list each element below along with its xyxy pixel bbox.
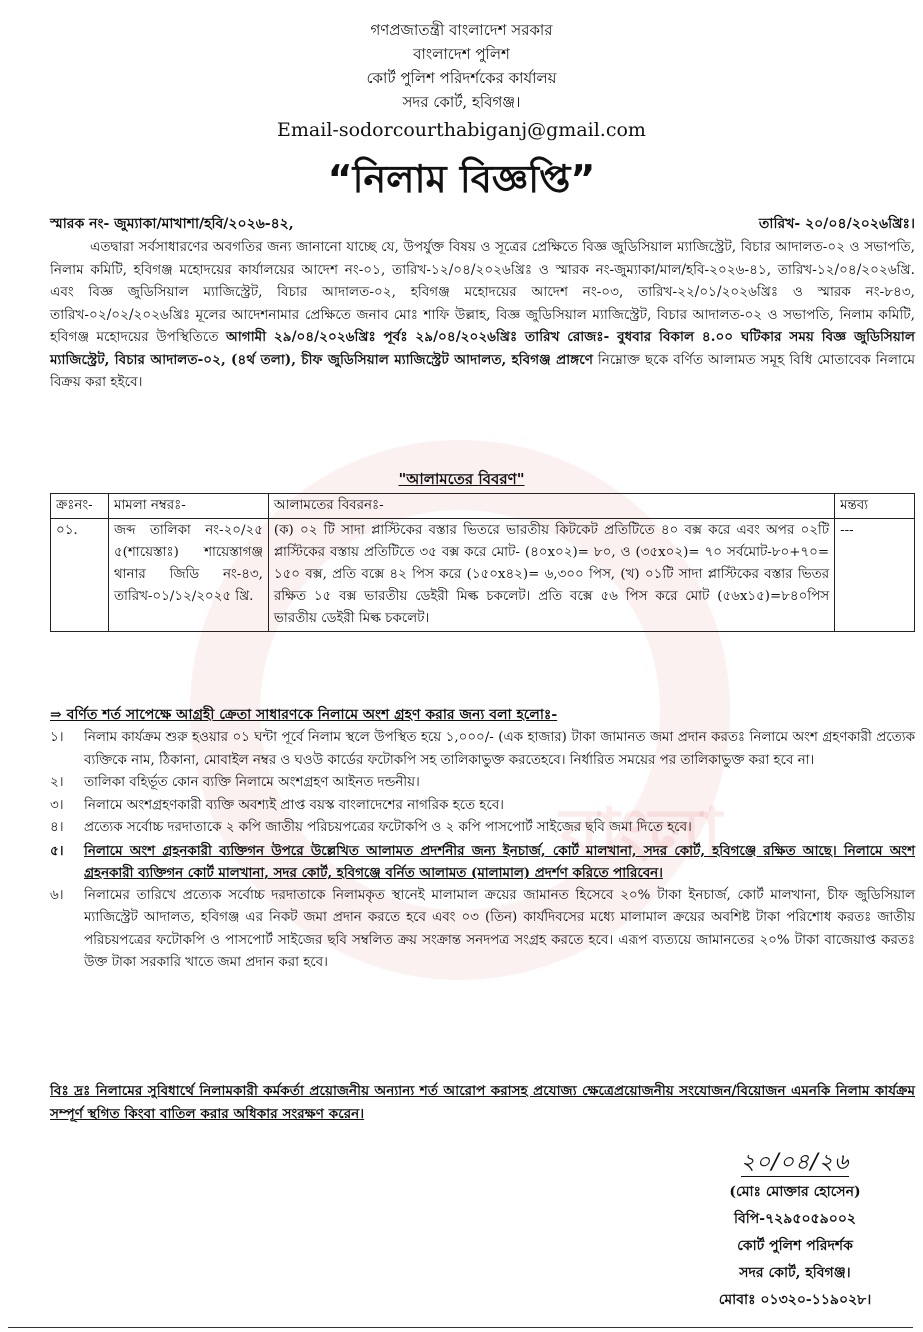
list-item bbox=[50, 727, 915, 772]
notice-date: তারিখ- ২০/০৪/২০২৬খ্রিঃ। bbox=[758, 216, 915, 232]
signer-bp: বিপি-৭২৯৫০৫৯০০২ bbox=[733, 1211, 857, 1227]
term-text: নিলামে অংশগ্রহণকারী ব্যক্তি অবশ্যই প্রাপ্ত বয়স্ক বাংলাদেশের নাগরিক হতে হবে। bbox=[84, 797, 504, 813]
list-item bbox=[50, 772, 915, 795]
signer-mobile: মোবাঃ ০১৩২০-১১৯০২৮। bbox=[718, 1292, 872, 1308]
cell-description: (ক) ০২ টি সাদা প্লাস্টিকের বস্তার ভিতরে ভারতীয় কিটকেট প্রতিটিতে ৪০ বক্স করে এবং অপর ০২টি প্লাস্টিকের বস্তায় প্রতিটিতে ৩৫ বক্স করে মোট- (৪০x০২)= ৮০, ও (৩৫x০২)= ৭০ সর্বমোট-৮০+৭০= ১৫০ বক্স, প্রতি বক্সে ৪২ পিস করে (১৫০x৪২)= ৬,৩০০ পিস, (খ) ০১টি সাদা প্লাস্টিকের বস্তার ভিতর রক্ষিত ১৫ বক্স ভারতীয় ডেইরী মিল্ক চকলেট। প্রতি বক্সে ৫৬ পিস করে মোট (৫৬x১৫)=৮৪০পিস ভারতীয় ডেইরী মিল্ক চকলেট। bbox=[268, 519, 834, 632]
signer-office: সদর কোর্ট, হবিগঞ্জ। bbox=[739, 1265, 851, 1281]
term-number: ৩। bbox=[50, 797, 64, 813]
notice-body bbox=[50, 236, 915, 394]
signer-name: (মোঃ মোক্তার হোসেন) bbox=[729, 1184, 861, 1200]
handwritten-signature: ২০/০৪/২৬ bbox=[740, 1150, 850, 1175]
table-header-case: মামলা নম্বরঃ- bbox=[108, 494, 268, 519]
items-table bbox=[50, 493, 915, 632]
list-item bbox=[50, 885, 915, 975]
header-office: কোর্ট পুলিশ পরিদর্শকের কার্যালয় bbox=[366, 69, 557, 87]
term-number: ৫। bbox=[50, 842, 64, 859]
term-text: প্রত্যেক সর্বোচ্চ দরদাতাকে ২ কপি জাতীয় পরিচয়পত্রের ফটোকপি ও ২ কপি পাসপোর্ট সাইজের ছবি জমা দিতে হবে। bbox=[84, 820, 692, 835]
page-bottom-border bbox=[8, 1325, 913, 1328]
body-auction-schedule: আগামী ২৯/০৪/২০২৬খ্রিঃ পূর্বঃ ২৯/০৪/২০২৬খ্রিঃ তারিখ রোজঃ- বুধবার বিকাল ৪.০০ ঘটিকার সময় বিজ্ঞ জুডিসিয়াল ম্যাজিস্ট্রেট, বিচার আদালত-০২, (৪র্থ তলা), চীফ জুডিসিয়াল ম্যাজিস্ট্রেট আদালত, হবিগঞ্জ প্রাঙ্গণে bbox=[50, 329, 915, 368]
list-item bbox=[50, 817, 915, 840]
body-part-1: এতদ্বারা সর্বসাধারণের অবগতির জন্য জানানো যাচ্ছে যে, উপর্যুক্ত বিষয় ও সূত্রের প্রেক্ষিতে বিজ্ঞ জুডিসিয়াল ম্যাজিস্ট্রেট, বিচার আদালত-০২ ও সভাপতি, নিলাম কমিটি, হবিগঞ্জ মহোদয়ের কার্যালয়ের আদেশ নং-০১, তারিখ-১২/০৪/২০২৬খ্রিঃ ও স্মারক নং-জুম্যাকা/মাল/হবি-২০২৬-৪১, তারিখ-১২/০৪/২০২৬খ্রি. এবং বিজ্ঞ জুডিসিয়াল ম্যাজিস্ট্রেট, বিচার আদালত-০২, হবিগঞ্জ মহোদয়ের আদেশ নং-০৩, তারিখ-২২/০১/২০২৬খ্রিঃ ও স্মারক নং-৮৪৩, তারিখ-০২/০২/২০২৬খ্রিঃ মূলের আদেশনামার প্রেক্ষিতে জনাব মোঃ শাফি উল্লাহ, বিজ্ঞ জুডিসিয়াল ম্যাজিস্ট্রেট, বিচার আদালত-০২ ও সভাপতি, নিলাম কমিটি, হবিগঞ্জ মহোদয়ের উপস্থিতিতে bbox=[50, 239, 915, 345]
body-part-3: নিম্নোক্ত ছকে বর্ণিত আলামত সমূহ বিধি মোতাবেক নিলামে বিক্রয় করা হইবে। bbox=[50, 351, 915, 390]
term-number: ২। bbox=[50, 775, 64, 790]
term-text: তালিকা বহির্ভূত কোন ব্যক্তি নিলামে অংশগ্রহণ আইনত দন্ডনীয়। bbox=[84, 775, 420, 790]
special-note: বিঃ দ্রঃ নিলামের সুবিধার্থে নিলামকারী কর্মকর্তা প্রয়োজনীয় অন্যান্য শর্ত আরোপ করাসহ প্রযোজ্য ক্ষেত্রেপ্রয়োজনীয় সংযোজন/বিয়োজন এমনকি নিলাম কার্যক্রম সম্পূর্ণ স্থগিত কিংবা বাতিল করার অধিকার সংরক্ষণ করেন। bbox=[50, 1083, 915, 1122]
terms-list bbox=[50, 727, 915, 975]
table-row bbox=[51, 519, 915, 632]
terms-heading: ⇒ বর্ণিত শর্ত সাপেক্ষে আগ্রহী ক্রেতা সাধারণকে নিলামে অংশ গ্রহণ করার জন্য বলা হলোঃ- bbox=[50, 707, 558, 723]
signature-block bbox=[680, 1150, 910, 1314]
term-number: ১। bbox=[50, 730, 64, 745]
header-location: সদর কোর্ট, হবিগঞ্জ। bbox=[402, 93, 521, 111]
header-government: গণপ্রজাতন্ত্রী বাংলাদেশ সরকার bbox=[370, 21, 553, 39]
table-header-serial: ক্রঃনং- bbox=[51, 494, 109, 519]
header-email: Email-sodorcourthabiganj@gmail.com bbox=[277, 119, 646, 141]
list-item bbox=[50, 795, 915, 818]
header-police: বাংলাদেশ পুলিশ bbox=[413, 45, 510, 63]
cell-case: জব্দ তালিকা নং-২০/২৫ ৫(শায়েস্তাঃ) শায়েস্তাগঞ্জ থানার জিডি নং-৪৩, তারিখ-০১/১২/২০২৫ খ্রি. bbox=[108, 519, 268, 632]
page-title: “নিলাম বিজ্ঞপ্তি” bbox=[327, 157, 596, 201]
table-header-description: আলামতের বিবরনঃ- bbox=[268, 494, 834, 519]
letterhead bbox=[0, 18, 923, 144]
list-item bbox=[50, 840, 915, 885]
term-text: নিলামের তারিখে প্রত্যেক সর্বোচ্চ দরদাতাকে নিলামকৃত স্থানেই মালামাল ক্রয়ের জামানত হিসেবে ২০% টাকা ইনচার্জ, কোর্ট মালখানা, চীফ জুডিসিয়াল ম্যাজিস্ট্রেট আদালত, হবিগঞ্জ এর নিকট জমা প্রদান করতে হবে এবং ০৩ (তিন) কার্যদিবসের মধ্যে মালামাল ক্রয়ের অবশিষ্ট টাকা পরিশোধ করতঃ জাতীয় পরিচয়পত্রের ফটোকপি ও পাসপোর্ট সাইজের ছবি সম্বলিত ক্রয় সংক্রান্ত সনদপত্র সংগ্রহ করতে হবে। এরূপ ব্যত্যয়ে জামানতের ২০% টাকা বাজেয়াপ্ত করতঃ উক্ত টাকা সরকারি খাতে জমা প্রদান করা হবে। bbox=[84, 887, 915, 970]
section-title: "আলামতের বিবরণ" bbox=[398, 470, 525, 488]
reference-line bbox=[50, 212, 915, 236]
cell-serial: ০১. bbox=[51, 519, 109, 632]
table-header-row bbox=[51, 494, 915, 519]
watermark-text: বাংলা bbox=[560, 793, 722, 875]
term-number: ৬। bbox=[50, 887, 64, 903]
table-header-remark: মন্তব্য bbox=[835, 494, 915, 519]
term-text: নিলাম কার্যক্রম শুরু হওয়ার ০১ ঘন্টা পূর্বে নিলাম স্থলে উপস্থিত হয়ে ১,০০০/- (এক হাজার) টাকা জামানত জমা প্রদান করতঃ নিলামে অংশ গ্রহণকারী প্রত্যেক ব্যক্তিকে নাম, ঠিকানা, মোবাইল নম্বর ও ঘওউ কার্ডের ফটোকপি সহ তালিকাভুক্ত করতেহবে। নির্ধারিত সময়ের পর তালিকাভুক্ত করা হবে না। bbox=[84, 730, 915, 768]
term-text: নিলামে অংশ গ্রহনকারী ব্যক্তিগন উপরে উল্লেখিত আলামত প্রদর্শনীর জন্য ইনচার্জ, কোর্ট মালখানা, সদর কোর্ট, হবিগঞ্জে রক্ষিত আছে। নিলামে অংশ গ্রহনকারী ব্যক্তিগন কোর্ট মালখানা, সদর কোর্ট, হবিগঞ্জে বর্নিত আলামত (মালামাল) প্রদর্শণ করিতে পারিবেন। bbox=[84, 842, 915, 881]
memo-number: স্মারক নং- জুম্যাকা/মাখাশা/হবি/২০২৬-৪২, bbox=[50, 216, 294, 232]
cell-remark: --- bbox=[835, 519, 915, 632]
term-number: ৪। bbox=[50, 820, 64, 835]
signer-designation: কোর্ট পুলিশ পরিদর্শক bbox=[737, 1238, 853, 1254]
